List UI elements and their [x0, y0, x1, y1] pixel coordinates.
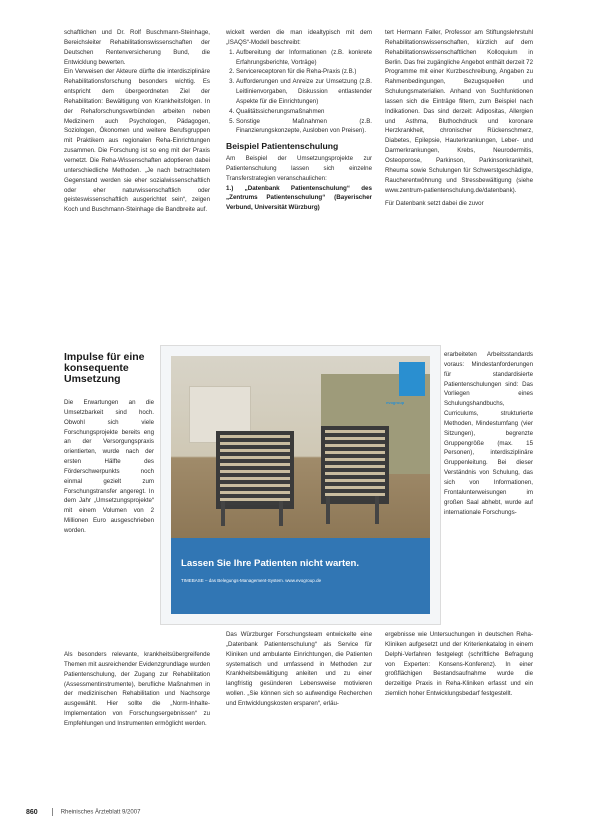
list-item: 1. Aufbereitung der Informationen (z.B. konkrete Erfahrungsberichte, Vorträge)	[236, 48, 372, 68]
impulse-wide-text: Als besonders relevante, krankheitsübergreifende Themen mit ausreichender Evidenzgrundlage wurden Patientenschulung, der Zugang zur Rehabilitation (Assessmentinstrumente), berufliche Maßnahmen in der medizinischen Rehabilitation und Nachsorge ausgewählt. Hier sollte die „Norm-Inhalte-Implementation von Forschungsergebnissen“ zu Empfehlungen und Instrumenten ermöglicht werden.	[64, 651, 210, 727]
footer-divider	[52, 808, 53, 816]
list-item: 4. Qualitätssicherungsmaßnahmen	[236, 107, 372, 117]
column-1	[64, 28, 210, 215]
list-item: 5. Sonstige Maßnahmen (z.B. Finanzierungskonzepte, Ausloben von Preisen).	[236, 117, 372, 137]
ad-headline: Lassen Sie Ihre Patienten nicht warten.	[181, 558, 360, 569]
column-2	[226, 28, 372, 213]
ad-content	[171, 356, 430, 614]
column-1-intro: schaftlichen und Dr. Rolf Buschmann-Steinhage, Bereichsleiter Rehabilitationswissenschaften der Deutschen Rentenversicherung Bund, die Entwicklung bewerten.	[64, 29, 210, 66]
impulse-heading: Impulse für eine konsequente Umsetzung	[64, 351, 145, 385]
column-3-paragraph-2-start: Für Datenbank setzt dabei die zuvor	[385, 200, 484, 208]
impulse-narrow-text: Die Erwartungen an die Umsetzbarkeit sind hoch. Obwohl sich viele Forschungsprojekte bereits eng an der Versorgungspraxis orientierten, wurde nach der ersten Hälfte des Förderschwerpunkts noch einmal gezielt zum Forschungstransfer angeregt. In dem Jahr „Umsetzungsprojekte“ mit einem Volumen von 2 Millionen Euro ausgeschrieben worden.	[64, 399, 154, 534]
chair-right	[321, 426, 389, 504]
page-footer	[26, 808, 140, 817]
ad-photo	[171, 356, 430, 538]
chair-leg	[279, 501, 283, 526]
column-3-narrow-text: erarbeiteten Arbeitsstandards voraus: Mindestanforderungen für standardisierte Patientenschulungen sind: Das Vorliegen eines Schulungshandbuchs, Curriculums, strukturierte Methoden, Mindestumfang (vier Sitzungen), begrenzte Gruppengröße (max. 15 Personen), interdisziplinäre Gruppenleitung. Bei dieser Verständnis von Schulung, das sich von Informationen, Frontalunterweisungen im großen Saal abhebt, wurde auf internationale Forschungs-	[444, 351, 533, 516]
journal-name: Rheinisches Ärzteblatt 9/2007	[60, 809, 141, 816]
column-2-paragraph: Am Beispiel der Umsetzungsprojekte zur Patientenschulung lassen sich einzelne Transferstrategien veranschaulichen:	[226, 155, 372, 182]
list-item: 2. Servicereceptoren für die Reha-Praxis (z.B.)	[236, 67, 372, 77]
column-2-subheading: 1.) „Datenbank Patientenschulung“ des „Zentrums Patientenschulung“ (Bayerischer Verbund, Universität Würzburg)	[226, 184, 372, 211]
column-3-paragraph-1: tert Hermann Faller, Professor am Stiftungslehrstuhl Rehabilitationswissenschaften, kürzlich auf dem Rehabilitationswissenschaftlichen Kolloquium in Berlin. Das frei zugängliche Angebot enthält derzeit 72 Programme mit einer Kurzbeschreibung, Angaben zu Rahmenbedingungen, Bezugsquellen und Schulungsmaterialien. Anhand von Suchfunktionen lassen sich die Einträge filtern, zum Beispiel nach Indikationen. Das sind derzeit: Adipositas, Allergien und Asthma, Bluthochdruck und koronare Herzkrankheit, chronischer Rückenschmerz, Diabetes, Epilepsie, Hauterkrankungen, Leber- und Darmerkrankungen, Krebs, Neurodermitis, Osteoporose, Parkinson, Parkinsonkrankheit, Rheuma sowie Schulungen für Schwerstgeschädigte, Raucherentwöhnung und Stressbewältigung (siehe www.zentrum-patientenschulung.de/datenbank).	[385, 29, 533, 194]
evogroup-logo-icon	[399, 362, 425, 396]
section-heading-patientenschulung: Beispiel Patientenschulung	[226, 141, 339, 152]
list-item: 3. Aufforderungen und Anreize zur Umsetzung (z.B. Leitlinienvorgaben, Diskussion entlastender Aspekte für die Einrichtungen)	[236, 77, 372, 107]
isaqs-steps	[226, 48, 372, 137]
chair-left	[216, 431, 294, 509]
chair-leg	[375, 496, 379, 524]
column-3-end-text: ergebnisse wie Untersuchungen in deutschen Reha-Kliniken aufgesetzt und der Kriterienkatalog in einem Delphi-Verfahren festgelegt (schriftliche Befragung von Experten: Konsens-Konferenz). In einer großflächigen Bestandsaufnahme wurde die derzeitige Praxis in Reha-Kliniken erfasst und ein ziemlich hoher Entwicklungsbedarf festgestellt.	[385, 631, 533, 698]
column-1-paragraph: Ein Verweisen der Akteure dürfte die interdisziplinäre Rehabilitationsforschung besonders wichtig. Es entspricht dem übergeordneten Ziel der Rehabilitation: Bewältigung von Krankheitsfolgen. In der Rehaforschungsverbünden arbeiten neben Medizinern auch Psychologen, Pädagogen, Soziologen, Ökonomen und weitere Berufsgruppen mit Praktikern aus regionalen Reha-Einrichtungen zusammen. Die Forschung ist so eng mit der Praxis vernetzt. Die Reha-Wissenschaften adoptieren dabei unterschiedliche Methoden. „Je nach betrachtetem Gegenstand werden sie eher sozialwissenschaftlich oder eher naturwissenschaftlich oder geisteswissenschaftlich ausgerichtet sein“, zeigen Koch und Buschmann-Steinhage die Bandbreite auf.	[64, 68, 210, 214]
bottom-center-text: Das Würzburger Forschungsteam entwickelte eine „Datenbank Patientenschulung“ als Service für Kliniken und ambulante Einrichtungen, die Patienten systematisch und umfassend in Methoden zur Krankheitsbewältigung anleiten und zu einer langfristig gesünderen Lebensweise motivieren wollen. „Sie können sich so aufwendige Recherchen und Entwicklungskosten ersparen“, erläu-	[226, 631, 372, 707]
column-3	[385, 28, 533, 209]
chair-leg	[221, 501, 225, 526]
ad-logo-label: evogroup	[386, 400, 405, 405]
column-2-intro: wickelt werden die man idealtypisch mit dem „ISAQS“-Modell beschreibt:	[226, 29, 372, 46]
page-number: 860	[26, 808, 38, 816]
chair-leg	[326, 496, 330, 524]
advertisement	[160, 345, 441, 625]
ad-subline: TIMEBASE – das Belegungs-Management-System. www.evogroup.de	[181, 578, 322, 583]
ad-banner	[171, 538, 430, 614]
